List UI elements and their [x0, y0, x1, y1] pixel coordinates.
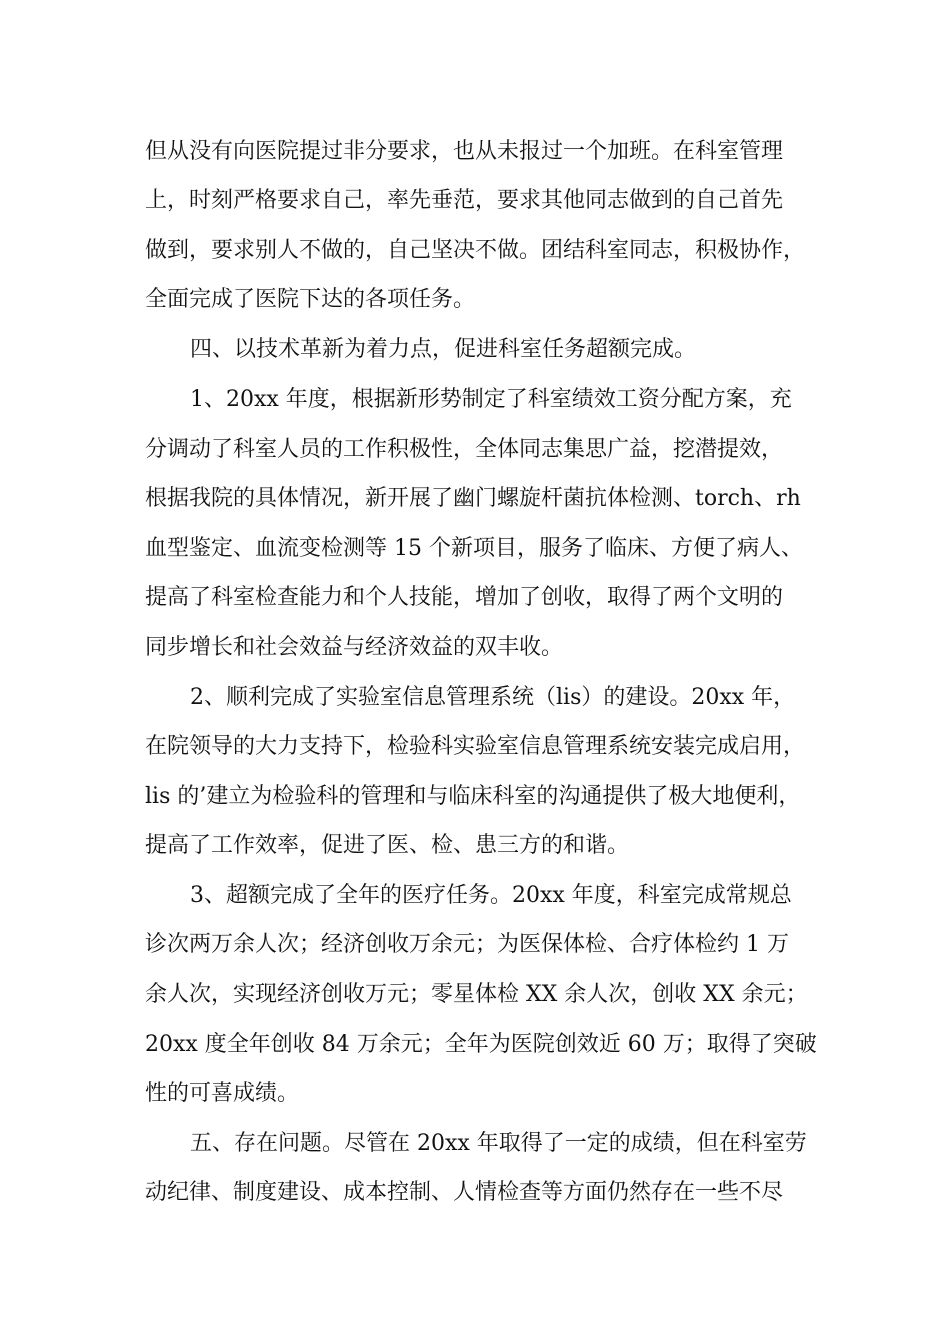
body-text-line: 3、超额完成了全年的医疗任务。20xx 年度，科室完成常规总 — [190, 883, 792, 908]
body-text-line: 余人次，实现经济创收万元；零星体检 XX 余人次，创收 XX 余元； — [145, 982, 808, 1007]
section-heading: 五、存在问题。尽管在 20xx 年取得了一定的成绩，但在科室劳 — [190, 1131, 807, 1156]
body-text-line: 根据我院的具体情况，新开展了幽门螺旋杆菌抗体检测、torch、rh — [145, 486, 801, 511]
section-heading: 四、以技术革新为着力点，促进科室任务超额完成。 — [190, 337, 697, 362]
body-text-line: 2、顺利完成了实验室信息管理系统（lis）的建设。20xx 年， — [190, 685, 796, 710]
body-text-line: 做到，要求别人不做的，自己坚决不做。团结科室同志，积极协作， — [145, 238, 806, 263]
body-text-line: 动纪律、制度建设、成本控制、人情检查等方面仍然存在一些不尽 — [145, 1180, 784, 1205]
body-text-line: 同步增长和社会效益与经济效益的双丰收。 — [145, 635, 564, 660]
body-text-line: lis 的’建立为检验科的管理和与临床科室的沟通提供了极大地便利， — [145, 784, 801, 809]
body-text-line: 全面完成了医院下达的各项任务。 — [145, 287, 476, 312]
body-text-line: 在院领导的大力支持下，检验科实验室信息管理系统安装完成启用， — [145, 734, 806, 759]
body-text-line: 血型鉴定、血流变检测等 15 个新项目，服务了临床、方便了病人、 — [145, 536, 803, 561]
body-text-line: 性的可喜成绩。 — [145, 1081, 300, 1106]
body-text-line: 分调动了科室人员的工作积极性，全体同志集思广益，挖潜提效， — [145, 437, 784, 462]
body-text-line: 但从没有向医院提过非分要求，也从未报过一个加班。在科室管理 — [145, 139, 784, 164]
body-text-line: 1、20xx 年度，根据新形势制定了科室绩效工资分配方案，充 — [190, 387, 792, 412]
body-text-line: 诊次两万余人次；经济创收万余元；为医保体检、合疗体检约 1 万 — [145, 932, 789, 957]
body-text-line: 上，时刻严格要求自己，率先垂范，要求其他同志做到的自己首先 — [145, 188, 784, 213]
body-text-line: 提高了科室检查能力和个人技能，增加了创收，取得了两个文明的 — [145, 585, 784, 610]
body-text-line: 20xx 度全年创收 84 万余元；全年为医院创效近 60 万；取得了突破 — [145, 1032, 817, 1057]
body-text-line: 提高了工作效率，促进了医、检、患三方的和谐。 — [145, 833, 630, 858]
